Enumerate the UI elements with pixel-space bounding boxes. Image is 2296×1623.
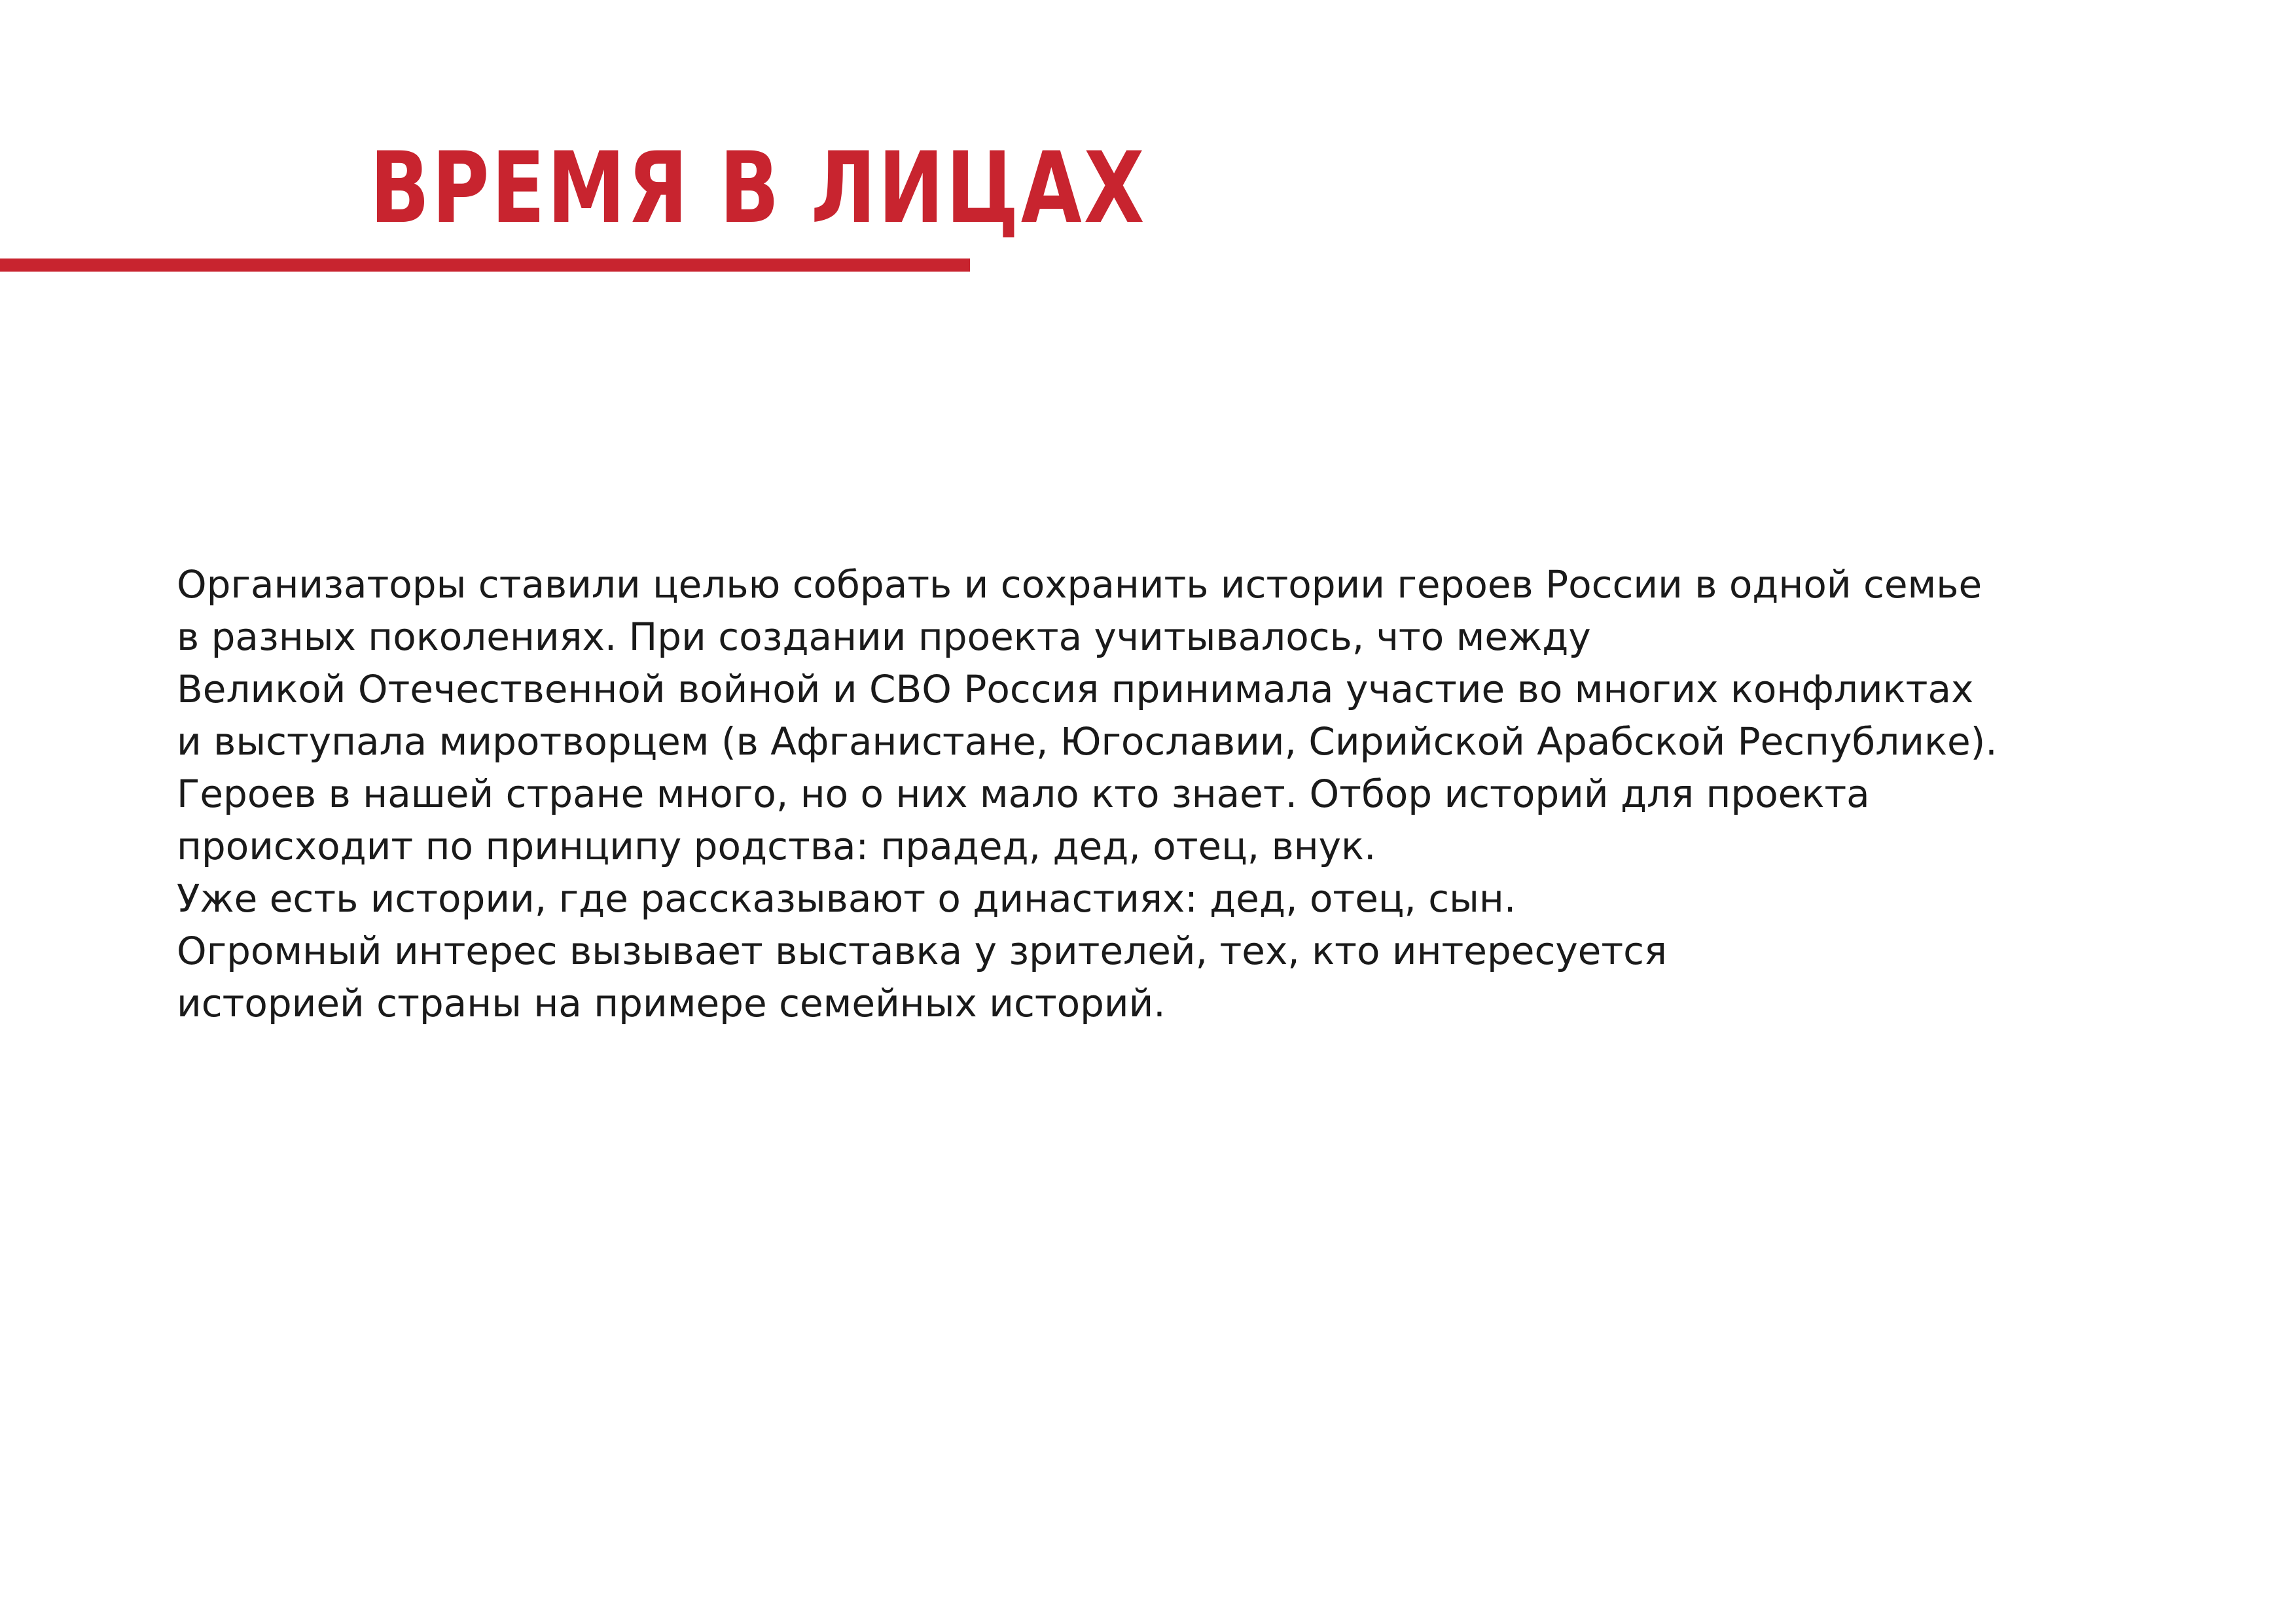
- page-title: ВРЕМЯ В ЛИЦАХ: [370, 132, 1147, 245]
- body-line: историей страны на примере семейных историй.: [177, 981, 1166, 1026]
- title-underline: [0, 259, 970, 272]
- body-line: происходит по принципу родства: прадед, дед, отец, внук.: [177, 824, 1376, 868]
- body-line: и выступала миротворцем (в Афганистане, Югославии, Сирийской Арабской Республике).: [177, 719, 1998, 764]
- body-line: Организаторы ставили целью собрать и сохранить истории героев России в одной семье: [177, 562, 1982, 607]
- body-line: Уже есть истории, где рассказывают о династиях: дед, отец, сын.: [177, 876, 1516, 921]
- body-line: Огромный интерес вызывает выставка у зрителей, тех, кто интересуется: [177, 929, 1667, 973]
- body-line: Героев в нашей стране много, но о них мало кто знает. Отбор историй для проекта: [177, 772, 1870, 816]
- body-line: Великой Отечественной войной и СВО Россия принимала участие во многих конфликтах: [177, 667, 1974, 711]
- body-paragraph: [177, 558, 2179, 1029]
- body-line: в разных поколениях. При создании проекта учитывалось, что между: [177, 615, 1591, 659]
